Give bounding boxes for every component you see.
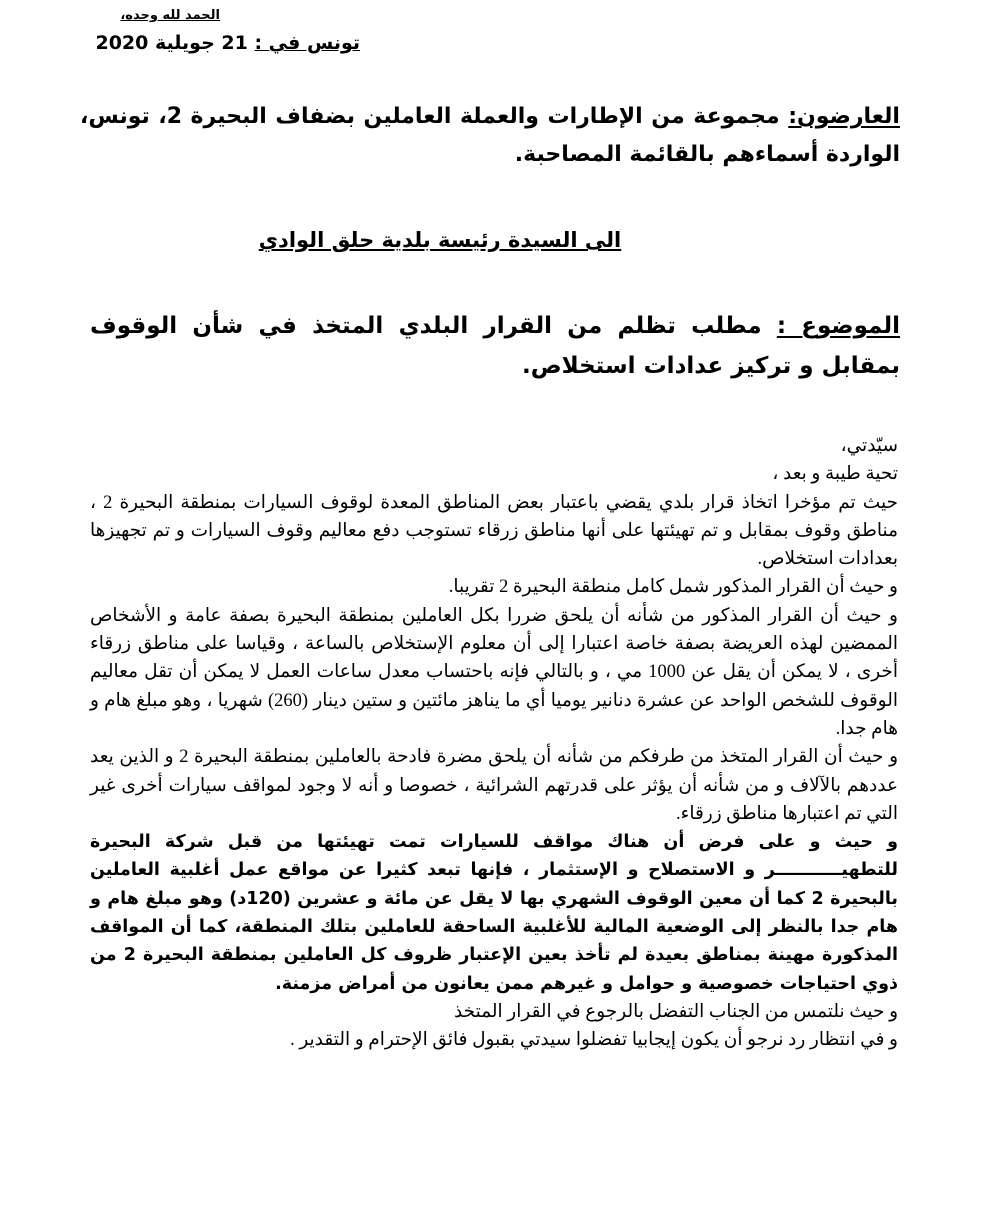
petitioners-block: [80, 98, 900, 174]
basmala-heading: الحمد لله وحده،: [120, 8, 220, 23]
petitioners-label: العارضون:: [788, 104, 900, 129]
body-paragraph: و حيث أن القرار المذكور من شأنه أن يلحق ضررا بكل العاملين بمنطقة البحيرة بصفة عامة و الأشخاص الممضين لهذه العريضة بصفة خاصة اعتبارا إلى أن معلوم الإستخلاص بالساعة ، وقياسا على مناطق زرقاء أخرى ، لا يمكن أن يقل عن 1000 مي ، و بالتالي فإنه باحتساب معدل ساعات العمل لا يمكن أن تقل معاليم الوقوف للشخص الواحد عن عشرة دنانير يوميا أي ما يناهز مائتين و ستين دينار (260) شهريا ، وهو مبلغ هام و هام جدا.: [90, 605, 899, 739]
subject-block: [90, 306, 900, 386]
request-line: و حيث نلتمس من الجناب التفضل بالرجوع في القرار المتخذ: [453, 1001, 898, 1022]
petitioners-text: مجموعة من الإطارات والعملة العاملين بضفاف البحيرة 2، تونس، الواردة أسماءهم بالقائمة المصاحبة.: [80, 104, 900, 167]
body-paragraph: و حيث أن القرار المذكور شمل كامل منطقة البحيرة 2 تقريبا.: [448, 577, 898, 598]
date-line: [60, 32, 360, 54]
subject-label: الموضوع :: [776, 313, 900, 339]
body-paragraph: و حيث أن القرار المتخذ من طرفكم من شأنه أن يلحق مضرة فادحة بالعاملين بمنطقة البحيرة 2 و الذين يعد عددهم بالآلاف و من شأنه أن يؤثر على قدرتهم الشرائية ، خصوصا و أنه لا وجود لمواقف سيارات أخرى غير التي تم اعتبارها مناطق زرقاء.: [90, 747, 899, 824]
body-paragraph: حيث تم مؤخرا اتخاذ قرار بلدي يقضي باعتبار بعض المناطق المعدة لوقوف السيارات بمنطقة البحيرة 2 ، مناطق وقوف بمقابل و تم تهيئتها على أنها مناطق زرقاء تستوجب دفع معاليم وقوف السيارات و تم تجهيزها بعدادات استخلاص.: [90, 492, 898, 570]
closing-line: و في انتظار رد نرجو أن يكون إيجابيا تفضلوا سيدتي بقبول فائق الإحترام و التقدير .: [290, 1030, 898, 1051]
bold-paragraph: و حيث و على فرض أن هناك مواقف للسيارات تمت تهيئتها من قبل شركة البحيرة للتطهيـــــــــــر و الاستصلاح و الإستثمار ، فإنها تبعد كثيرا عن مواقع عمل أغلبية العاملين بالبحيرة 2 كما أن معين الوقوف الشهري بها لا يقل عن مائة و عشرين (120د) وهو مبلغ هام و هام جدا بالنظر إلى الوضعية المالية للأغلبية الساحقة للعاملين بتلك المنطقة، كما أن المواقف المذكورة مهينة بمناطق بعيدة لم تأخذ بعين الإعتبار ظروف كل العاملين بمنطقة البحيرة 2 من ذوي احتياجات خصوصية و حوامل و غيرهم ممن يعانون من أمراض مزمنة.: [90, 832, 898, 994]
date-value: 21 جويلية 2020: [95, 32, 248, 54]
greeting: تحية طيبة و بعد ،: [772, 464, 898, 485]
city-label: تونس في :: [254, 32, 360, 54]
subject-text: مطلب تظلم من القرار البلدي المتخذ في شأن الوقوف بمقابل و تركيز عدادات استخلاص.: [90, 313, 900, 379]
letter-body: [90, 432, 898, 1055]
addressee-line: الى السيدة رئيسة بلدية حلق الوادي: [258, 228, 622, 252]
salutation: سيّدتي،: [840, 436, 898, 456]
